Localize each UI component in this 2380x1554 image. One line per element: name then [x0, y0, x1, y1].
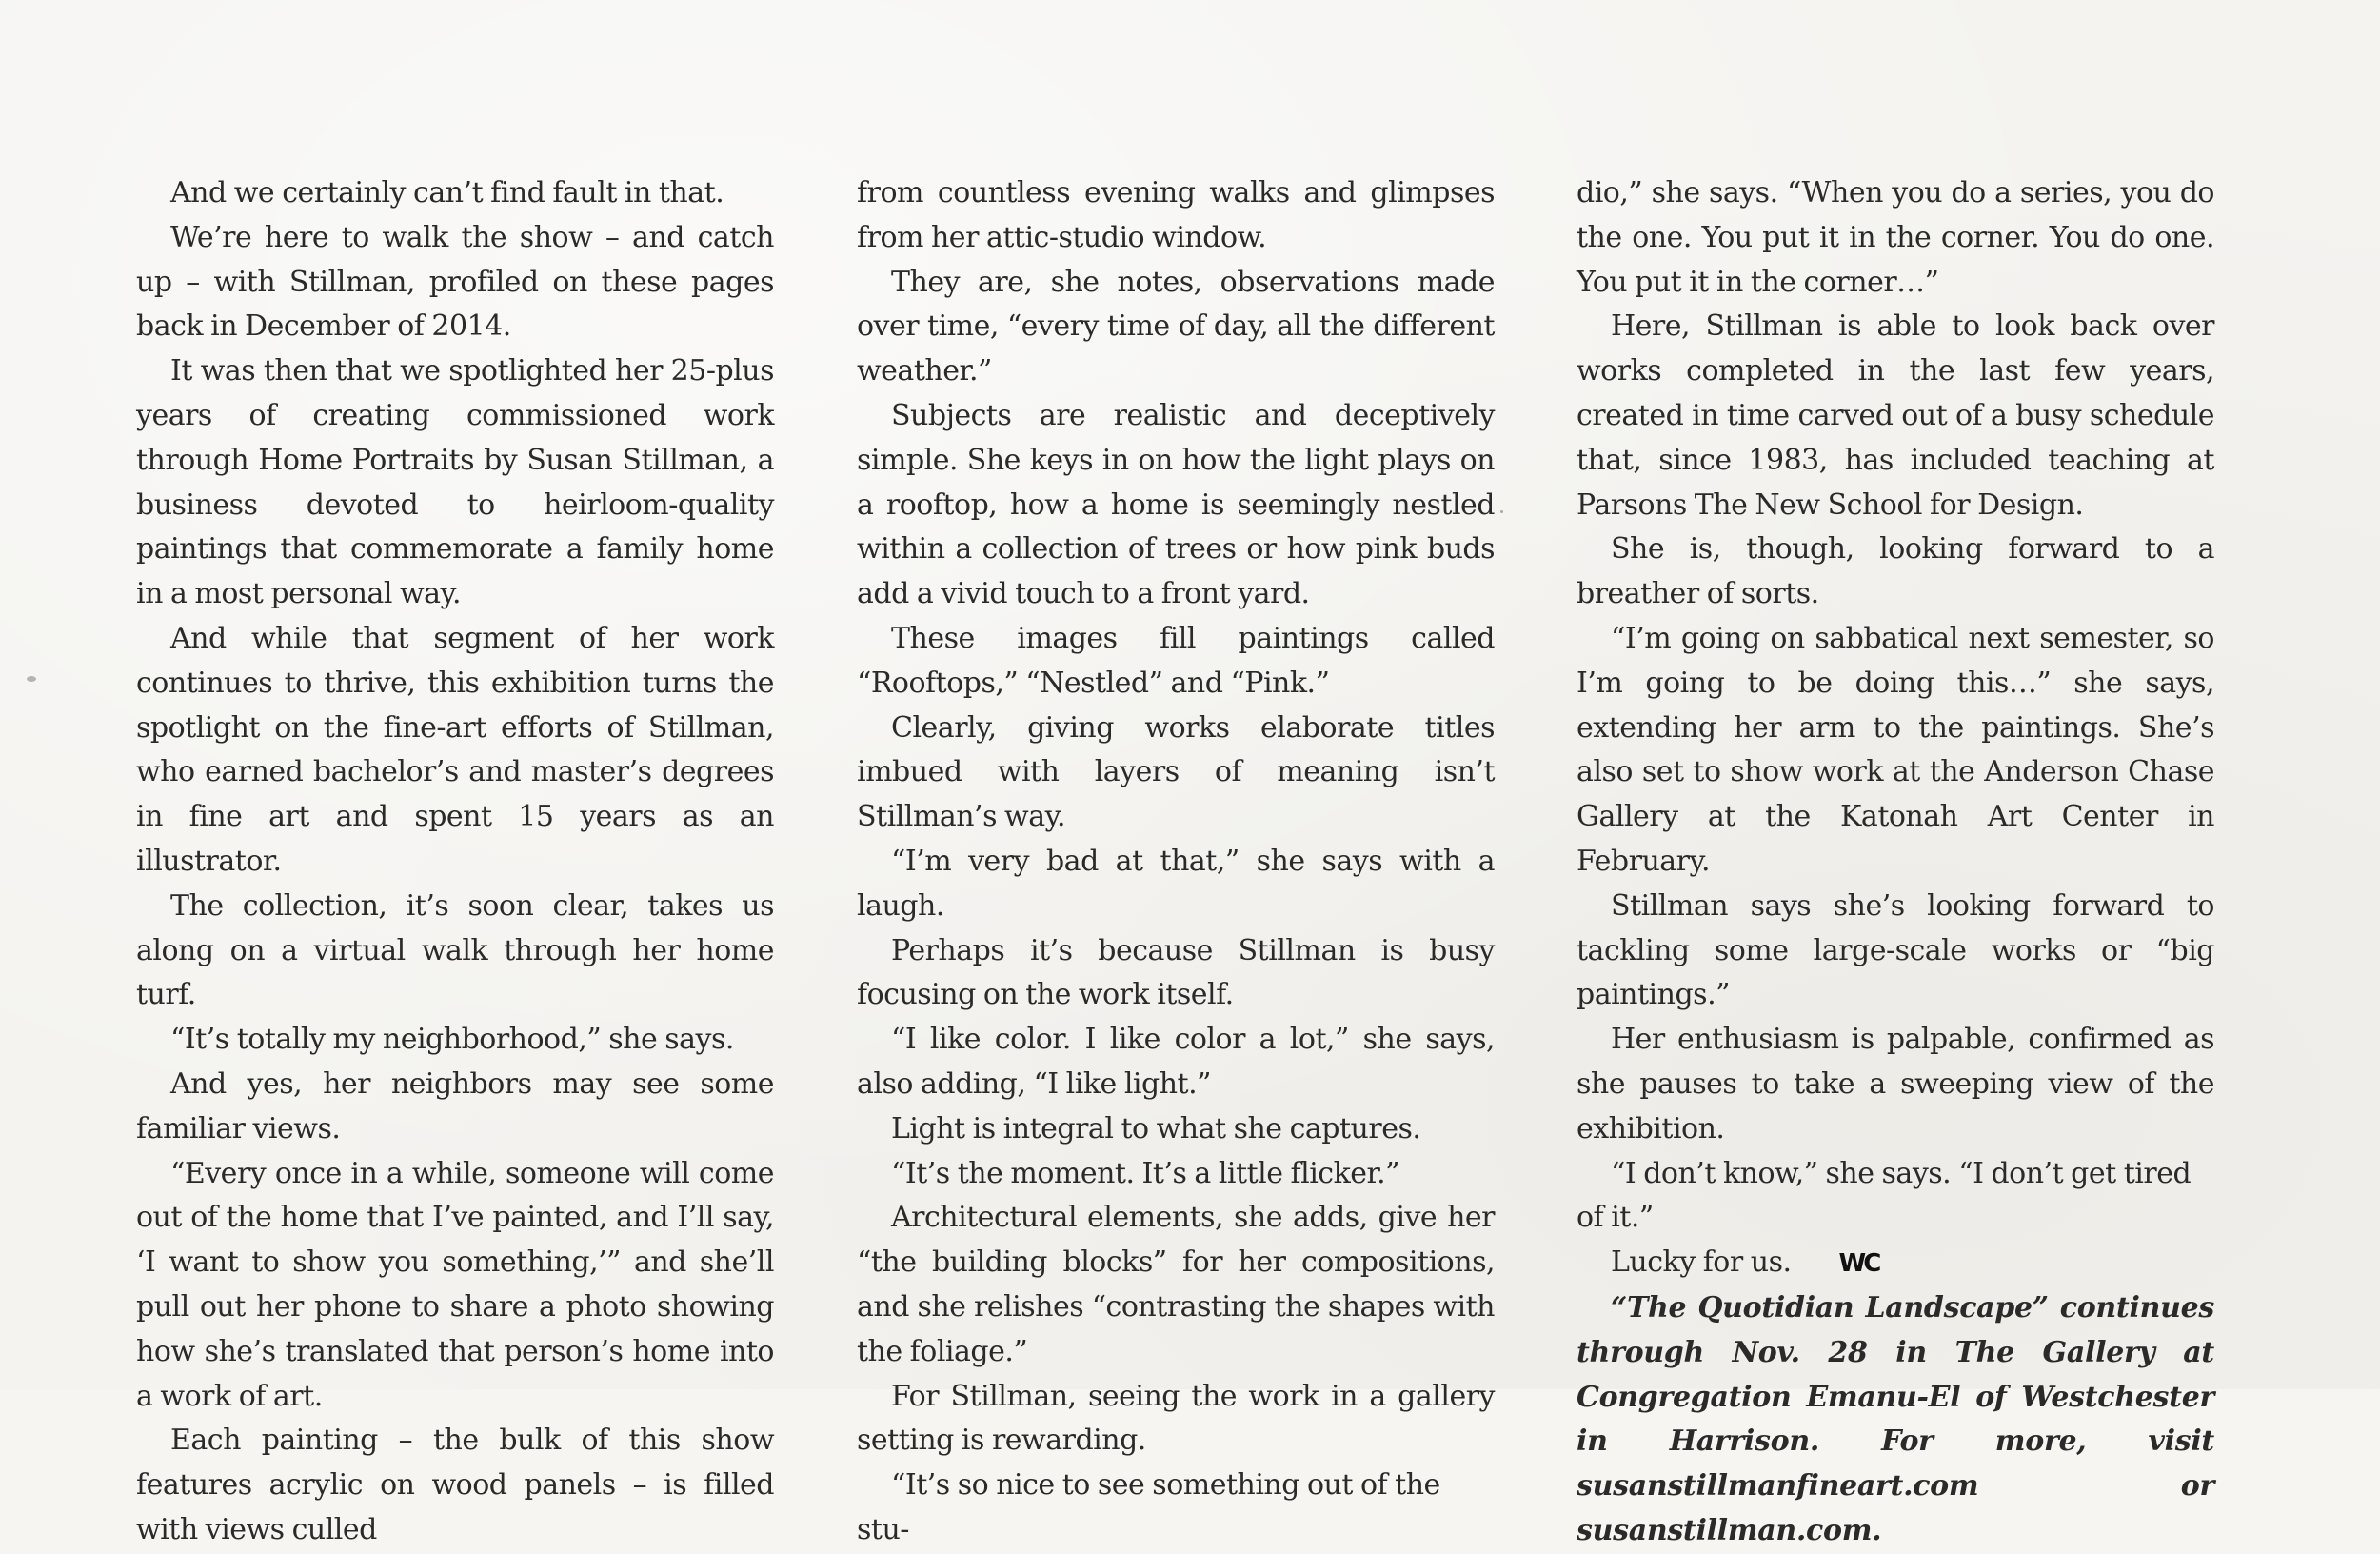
paragraph: “I’m very bad at that,” she says with a laugh. [857, 844, 1495, 923]
paragraph: “I’m going on sabbatical next semester, so I’m going to be doing this…” she says, extending her arm to the paintings. She’s also set to show work at the Anderson Chase Gallery at the Katonah Art Center in February. [1577, 621, 2214, 878]
article-column-2 [857, 171, 1495, 1553]
paragraph: For Stillman, seeing the work in a gallery setting is rewarding. [857, 1379, 1495, 1458]
paragraph: She is, though, looking forward to a breather of sorts. [1577, 532, 2214, 611]
paragraph: Here, Stillman is able to look back over works completed in the last few years, created in time carved out of a busy schedule that, since 1983, has included teaching at Parsons The New School for Design. [1577, 309, 2214, 522]
paragraph: Stillman says she’s looking forward to tackling some large-scale works or “big paintings.” [1577, 888, 2214, 1012]
paragraph: Architectural elements, she adds, give her “the building blocks” for her compositions, and she relishes “contrasting the shapes with the foliage.” [857, 1201, 1495, 1368]
paragraph: It was then that we spotlighted her 25-plus years of creating commissioned work through Home Portraits by Susan Stillman, a business devoted to heirloom-quality paintings that commemorate a family home in a most personal way. [136, 354, 774, 611]
article-column-3 [1577, 171, 2214, 1554]
paragraph: They are, she notes, observations made over time, “every time of day, all the different weather.” [857, 265, 1495, 388]
paragraph: The collection, it’s soon clear, takes us along on a virtual walk through her home turf. [136, 888, 774, 1012]
closing-paragraph [1577, 1241, 2214, 1286]
paragraph-continued: from countless evening walks and glimpses from her attic-studio window. [857, 176, 1495, 254]
paragraph-continued: dio,” she says. “When you do a series, you do the one. You put it in the corner. You do one. You put it in the corner…” [1577, 176, 2214, 299]
paragraph: “It’s totally my neighborhood,” she says. [170, 1023, 734, 1057]
article-column-1 [136, 171, 774, 1553]
paragraph: Subjects are realistic and deceptively simple. She keys in on how the light plays on a rooftop, how a home is seemingly nestled within a collection of trees or how pink buds add a vivid touch to a front yard. [857, 398, 1495, 611]
paragraph: Her enthusiasm is palpable, confirmed as she pauses to take a sweeping view of the exhibition. [1577, 1023, 2214, 1146]
paragraph: And yes, her neighbors may see some familiar views. [136, 1066, 774, 1146]
paragraph: “It’s so nice to see something out of the stu- [857, 1468, 1440, 1546]
closing-line: Lucky for us. [1611, 1245, 1792, 1280]
paragraph: Perhaps it’s because Stillman is busy focusing on the work itself. [857, 933, 1495, 1012]
paragraph: “Every once in a while, someone will come out of the home that I’ve painted, and I’ll say, ‘I want to show you something,’” and she’ll pull out her phone to share a photo showing how she’s translated that person’s home into a work of art. [136, 1156, 774, 1413]
paragraph: “I like color. I like color a lot,” she says, also adding, “I like light.” [857, 1023, 1495, 1101]
paper-speck [1500, 510, 1503, 513]
paragraph: Clearly, giving works elaborate titles imbued with layers of meaning isn’t Stillman’s way. [857, 710, 1495, 834]
paragraph: Each painting – the bulk of this show features acrylic on wood panels – is filled with views culled [136, 1424, 774, 1546]
paragraph: “It’s the moment. It’s a little flicker.” [891, 1156, 1399, 1190]
end-mark-icon: WC [1838, 1249, 1879, 1279]
paragraph: “I don’t know,” she says. “I don’t get tired of it.” [1577, 1156, 2192, 1235]
paper-speck [27, 676, 36, 682]
paragraph: And while that segment of her work continues to thrive, this exhibition turns the spotlight on the fine-art efforts of Stillman, who earned bachelor’s and master’s degrees in fine art and spent 15 years as an illustrator. [136, 621, 774, 878]
paragraph: These images fill paintings called “Rooftops,” “Nestled” and “Pink.” [857, 621, 1495, 700]
paragraph: And we certainly can’t find fault in that. [170, 176, 724, 209]
paragraph: Light is integral to what she captures. [891, 1111, 1421, 1146]
paragraph: We’re here to walk the show – and catch up – with Stillman, profiled on these pages back in December of 2014. [136, 220, 774, 344]
exhibition-credit: “The Quotidian Landscape” continues through Nov. 28 in The Gallery at Congregation Emanu-El of Westchester in Harrison. For more, visit susanstillmanfineart.com or susanstillman.com. [1577, 1290, 2214, 1547]
